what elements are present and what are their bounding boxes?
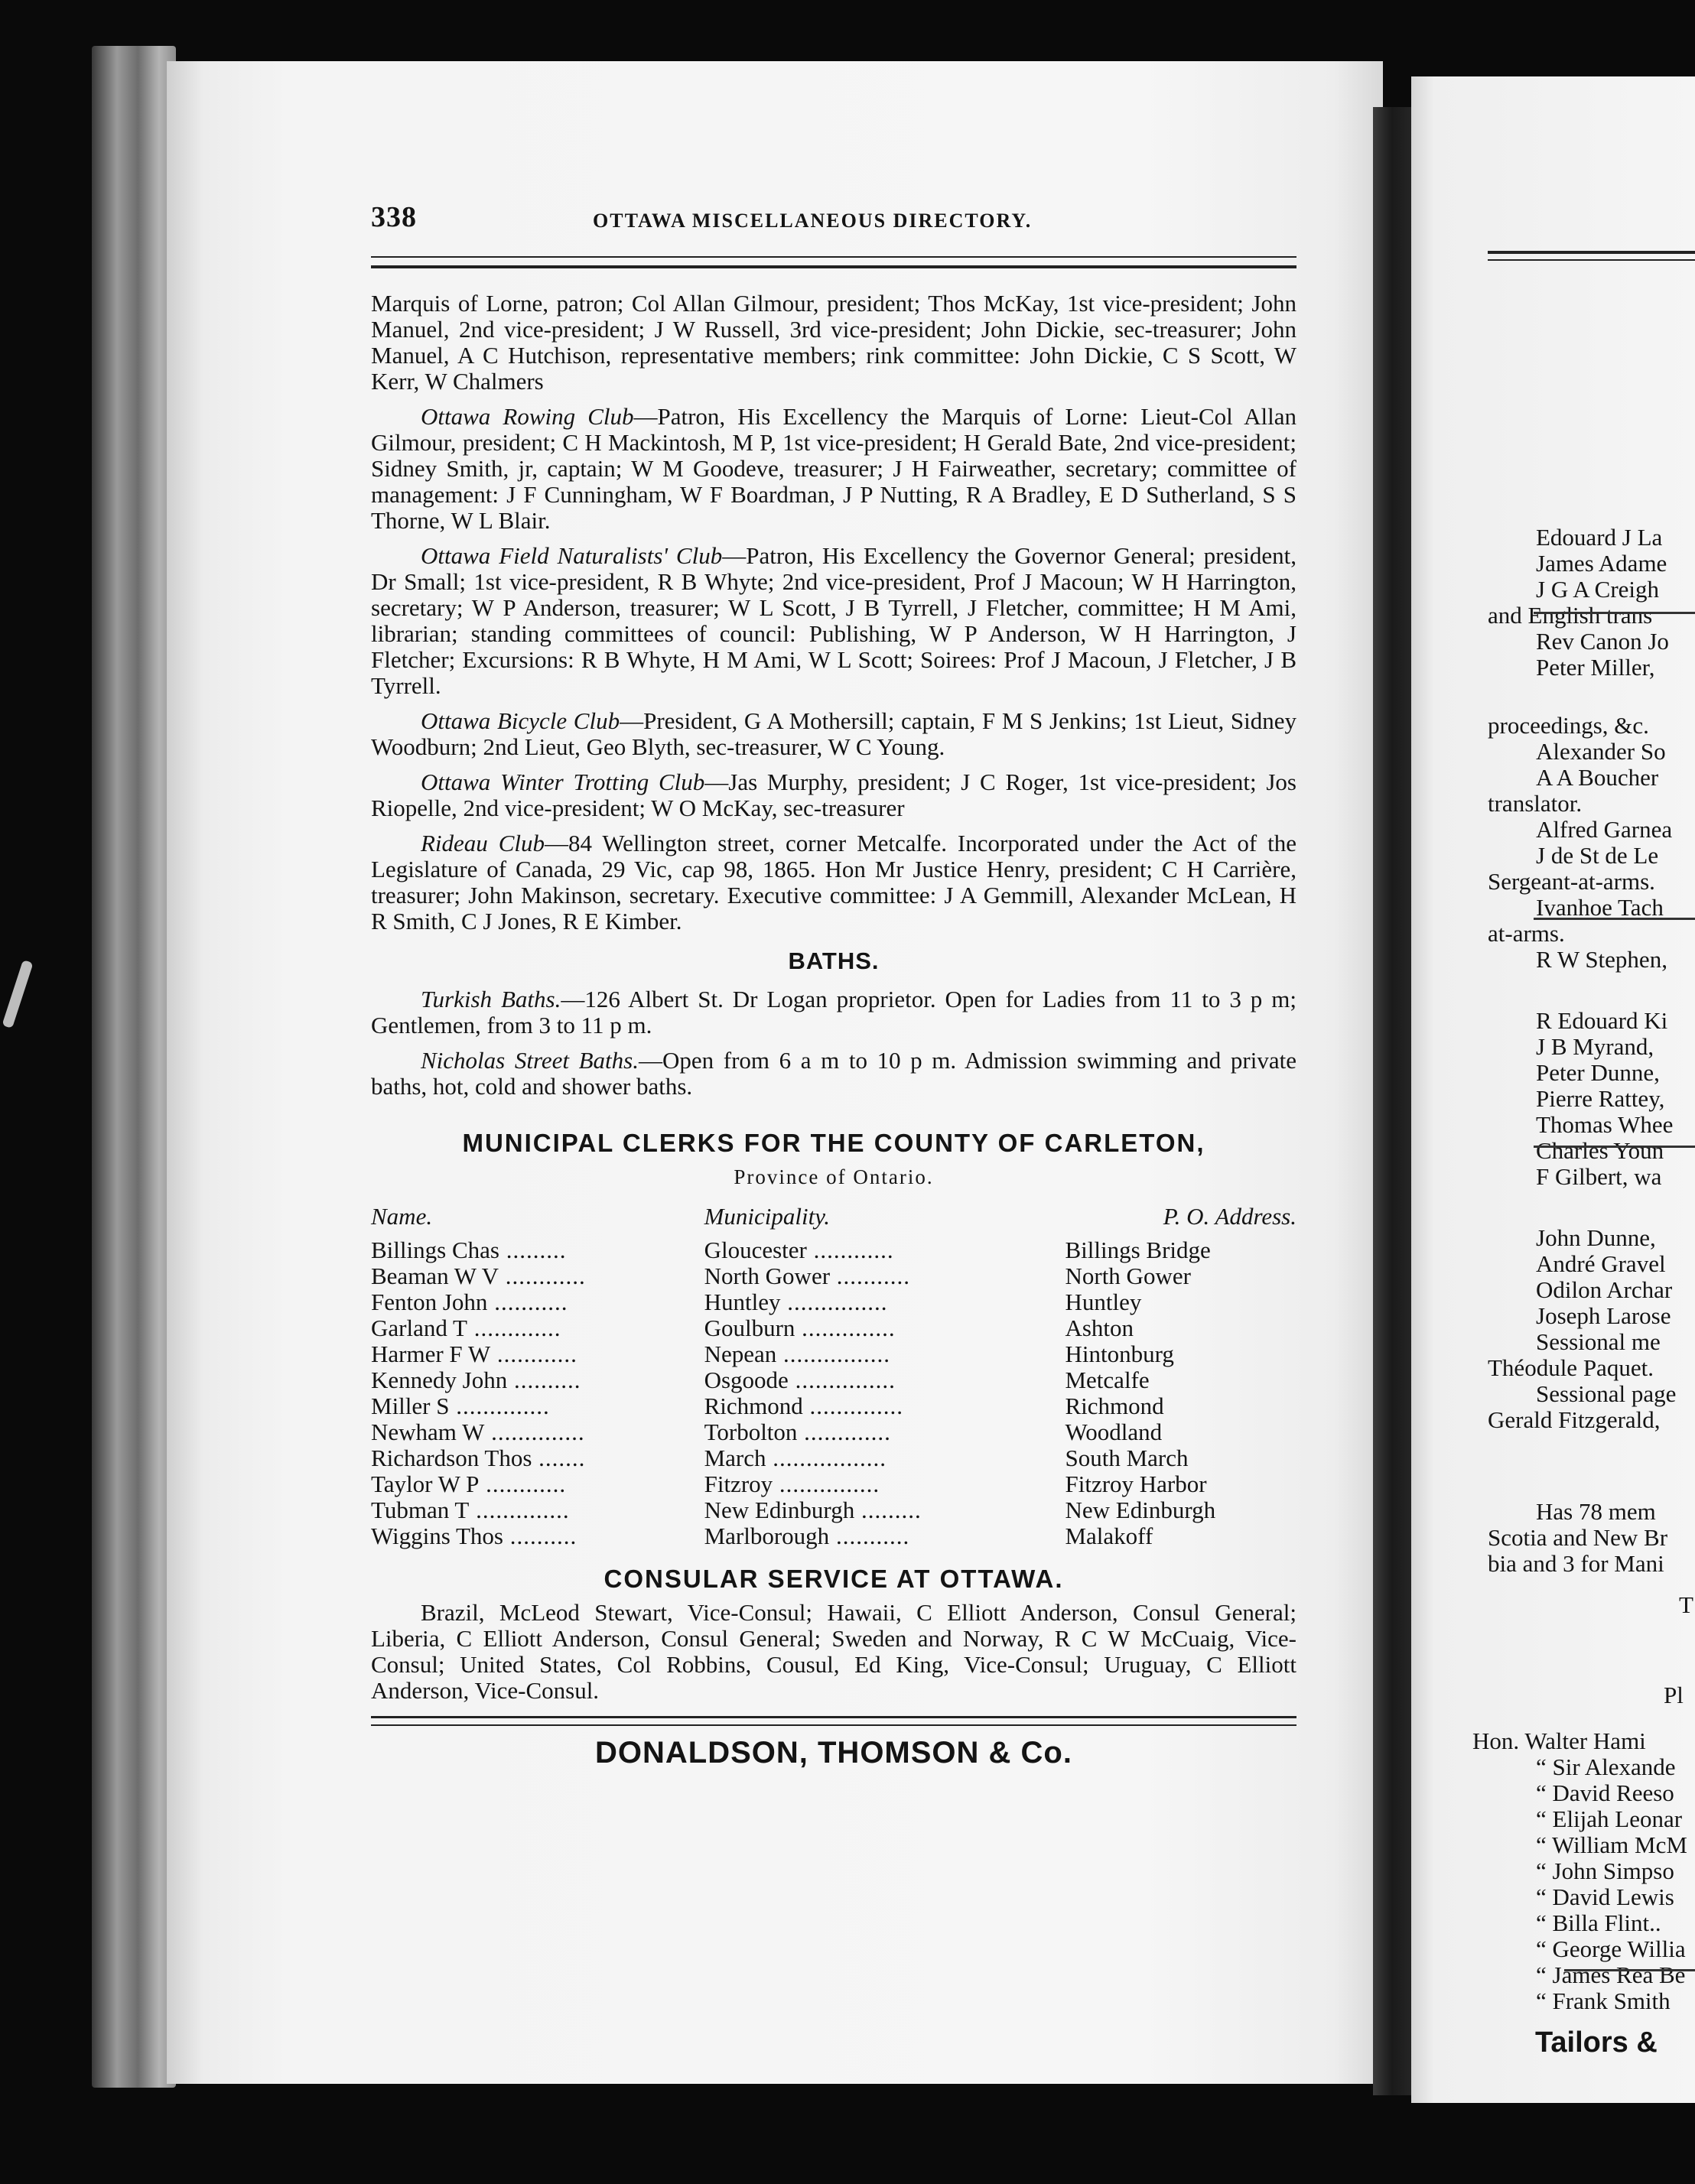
right-page-line: André Gravel — [1536, 1250, 1666, 1277]
book-gutter — [1373, 107, 1415, 2095]
municipality: Torbolton ............. — [704, 1419, 891, 1445]
rideau-club-entry — [371, 830, 1296, 934]
right-page-line: A A Boucher — [1536, 764, 1659, 791]
margin-mark — [2, 960, 33, 1029]
footer-rule — [371, 1716, 1296, 1726]
footer-advert: DONALDSON, THOMSON & Co. — [595, 1736, 1072, 1770]
table-row — [371, 1341, 1296, 1367]
right-page-line: translator. — [1488, 790, 1583, 817]
right-page-line: R Edouard Ki — [1536, 1007, 1668, 1034]
turkish-baths-entry — [371, 986, 1296, 1038]
section-divider — [1534, 1146, 1695, 1148]
po-address: North Gower — [1065, 1263, 1191, 1289]
table-row — [371, 1263, 1296, 1289]
page-number: 338 — [371, 201, 417, 233]
right-page-line: F Gilbert, wa — [1536, 1163, 1662, 1190]
clerk-name: Billings Chas ......... — [371, 1237, 567, 1263]
field-naturalists-club-entry — [371, 543, 1296, 699]
leader-dots: .............. — [802, 1393, 904, 1419]
leader-dots: .............. — [484, 1419, 585, 1445]
municipality: Richmond .............. — [704, 1393, 904, 1419]
leader-dots: ............... — [773, 1471, 880, 1497]
right-page-line: “ Elijah Leonar — [1536, 1805, 1683, 1832]
po-address: Hintonburg — [1065, 1341, 1174, 1367]
municipality: New Edinburgh ......... — [704, 1497, 922, 1523]
po-address: Ashton — [1065, 1315, 1134, 1341]
entry-text: Marquis of Lorne, patron; Col Allan Gilmour, president; Thos McKay, 1st vice-president; John Manuel, 2nd vice-president; J W Russell, 3rd vice-president; John Dickie, sec-treasurer; John Manuel, A C Hutchison, representative members; rink committee: John Dickie, C S Scott, W Kerr, W Chalmers — [371, 290, 1296, 395]
running-title: OTTAWA MISCELLANEOUS DIRECTORY. — [593, 210, 1033, 232]
clerk-name: Richardson Thos ....... — [371, 1445, 586, 1471]
leader-dots: .............. — [449, 1393, 550, 1419]
right-page-line: Sessional page — [1536, 1380, 1677, 1407]
leader-dots: ........... — [829, 1523, 910, 1549]
right-page-line: James Adame — [1536, 550, 1667, 577]
right-page-line: J B Myrand, — [1536, 1033, 1654, 1060]
entry-text: —Open from 6 a m to 10 p m. Admission swimming and private baths, hot, cold and shower baths. — [371, 1047, 1296, 1100]
leader-dots: ............... — [788, 1367, 896, 1393]
clerk-name: Beaman W V ............ — [371, 1263, 586, 1289]
bicycle-club-entry — [371, 708, 1296, 760]
right-page-line: “ George Willia — [1536, 1935, 1686, 1962]
right-page-line: Has 78 mem — [1536, 1498, 1656, 1525]
right-page-line: Scotia and New Br — [1488, 1524, 1668, 1551]
winter-trotting-club-entry — [371, 769, 1296, 821]
baths-heading: BATHS. — [788, 947, 880, 974]
bath-name: Turkish Baths. — [421, 986, 561, 1012]
municipality: Osgoode ............... — [704, 1367, 896, 1393]
municipal-clerks-heading: MUNICIPAL CLERKS FOR THE COUNTY OF CARLETON, — [462, 1129, 1205, 1157]
table-row — [371, 1497, 1296, 1523]
right-page-line: “ David Lewis — [1536, 1883, 1674, 1910]
curling-club-entry — [371, 291, 1296, 395]
clerk-name: Newham W .............. — [371, 1419, 585, 1445]
right-page-line: Hon. Walter Hami — [1472, 1727, 1646, 1754]
po-address: Fitzroy Harbor — [1065, 1471, 1207, 1497]
table-row — [371, 1367, 1296, 1393]
nicholas-street-baths-entry — [371, 1048, 1296, 1100]
table-row — [371, 1237, 1296, 1263]
table-row — [371, 1471, 1296, 1497]
right-page-line: “ David Reeso — [1536, 1779, 1674, 1806]
clerks-table-body — [371, 1237, 1296, 1549]
clerk-name: Wiggins Thos .......... — [371, 1523, 577, 1549]
right-page-line: and English trans — [1488, 602, 1653, 629]
section-divider — [1534, 612, 1695, 614]
municipality: North Gower ........... — [704, 1263, 911, 1289]
table-row — [371, 1315, 1296, 1341]
right-page-line: Peter Miller, — [1536, 654, 1655, 681]
municipal-clerks-table — [371, 1204, 1296, 1549]
club-name: Ottawa Field Naturalists' Club — [421, 542, 723, 569]
right-page-line: bia and 3 for Mani — [1488, 1550, 1664, 1577]
book-page-edges — [92, 46, 176, 2088]
right-page-line: Sessional me — [1536, 1328, 1661, 1355]
bath-name: Nicholas Street Baths. — [421, 1047, 639, 1074]
club-name: Rideau Club — [421, 830, 545, 856]
right-page-line: “ James Rea Be — [1536, 1961, 1686, 1988]
right-page-line: Ivanhoe Tach — [1536, 894, 1664, 921]
right-page-line: Rev Canon Jo — [1536, 628, 1669, 655]
clerk-name: Harmer F W ............ — [371, 1341, 577, 1367]
entry-text: —President, G A Mothersill; captain, F M S Jenkins; 1st Lieut, Sidney Woodburn; 2nd Lieut, Geo Blyth, sec-treasurer, W C Young. — [371, 707, 1297, 760]
table-row — [371, 1289, 1296, 1315]
leader-dots: ............ — [479, 1471, 567, 1497]
entry-text: —Jas Murphy, president; J C Roger, 1st vice-president; Jos Riopelle, 2nd vice-president; W O McKay, sec-treasurer — [371, 769, 1296, 821]
leader-dots: ............ — [499, 1263, 586, 1289]
clerk-name: Fenton John ........... — [371, 1289, 568, 1315]
rowing-club-entry — [371, 404, 1296, 534]
right-page-line: Pierre Rattey, — [1536, 1085, 1665, 1112]
right-page-line: “ John Simpso — [1536, 1857, 1674, 1884]
leader-dots: .......... — [503, 1523, 577, 1549]
right-page-line: T — [1679, 1591, 1693, 1618]
entry-text: —Patron, His Excellency the Marquis of Lorne: Lieut-Col Allan Gilmour, president; C H Mackintosh, M P, 1st vice-president; H Gerald Bate, 2nd vice-president; Sidney Smith, jr, captain; W M Goodeve, treasurer; J H Fairweather, secretary; committee of management: J F Cunningham, W F Boardman, J P Nutting, R A Bradley, E D Sutherland, S S Thorne, W L Blair. — [371, 403, 1296, 534]
right-page-line: John Dunne, — [1536, 1224, 1656, 1251]
leader-dots: ......... — [499, 1237, 567, 1263]
table-row — [371, 1419, 1296, 1445]
section-divider — [1534, 918, 1695, 920]
section-divider — [1564, 1969, 1695, 1971]
leader-dots: ......... — [854, 1497, 922, 1523]
right-page-line: Pl — [1664, 1682, 1684, 1708]
right-page-line: R W Stephen, — [1536, 946, 1667, 973]
po-address: Metcalfe — [1065, 1367, 1150, 1393]
municipality: Goulburn .............. — [704, 1315, 896, 1341]
table-header-row — [371, 1204, 1296, 1237]
right-page — [1411, 76, 1695, 2103]
club-name: Ottawa Bicycle Club — [421, 707, 620, 734]
municipality: March ................. — [704, 1445, 887, 1471]
club-name: Ottawa Rowing Club — [421, 403, 634, 430]
municipality: Huntley ............... — [704, 1289, 888, 1315]
right-page-line: Alfred Garnea — [1536, 816, 1673, 843]
table-row — [371, 1445, 1296, 1471]
clerk-name: Tubman T .............. — [371, 1497, 570, 1523]
leader-dots: ............ — [806, 1237, 894, 1263]
clerk-name: Garland T ............. — [371, 1315, 561, 1341]
po-address: Woodland — [1065, 1419, 1163, 1445]
right-page-line: “ Sir Alexande — [1536, 1753, 1676, 1780]
po-address: Billings Bridge — [1065, 1237, 1211, 1263]
leader-dots: ............. — [467, 1315, 561, 1341]
municipality: Marlborough ........... — [704, 1523, 910, 1549]
municipality: Fitzroy ............... — [704, 1471, 880, 1497]
clerk-name: Taylor W P ............ — [371, 1471, 567, 1497]
header-rule — [371, 256, 1296, 268]
column-header-address: P. O. Address. — [1163, 1203, 1296, 1230]
po-address: Richmond — [1065, 1393, 1164, 1419]
right-page-line: proceedings, &c. — [1488, 712, 1649, 739]
right-page-line: Edouard J La — [1536, 524, 1663, 551]
leader-dots: .............. — [469, 1497, 570, 1523]
leader-dots: ....... — [532, 1445, 586, 1471]
right-page-line: Charles Youn — [1536, 1137, 1664, 1164]
leader-dots: ............ — [490, 1341, 577, 1367]
leader-dots: ........... — [487, 1289, 568, 1315]
consular-service-entry: Brazil, McLeod Stewart, Vice-Consul; Hawaii, C Elliott Anderson, Consul General; Liberia, C Elliott Anderson, Consul General; Sweden and Norway, R C W McCuaig, Vice-Consul; United States, Col Robbins, Cousul, Ed King, Vice-Consul; Uruguay, C Elliott Anderson, Vice-Consul. — [371, 1599, 1296, 1704]
province-subheading: Province of Ontario. — [734, 1165, 934, 1188]
right-page-line: Alexander So — [1536, 738, 1666, 765]
po-address: Huntley — [1065, 1289, 1142, 1315]
entry-text: —126 Albert St. Dr Logan proprietor. Open for Ladies from 11 to 3 p m; Gentlemen, from 3 to 11 p m. — [371, 986, 1296, 1038]
right-page-line: “ Billa Flint.. — [1536, 1909, 1661, 1936]
right-page-line: Odilon Archar — [1536, 1276, 1673, 1303]
column-header-municipality: Municipality. — [704, 1203, 831, 1230]
directory-body — [371, 290, 1297, 1770]
leader-dots: .......... — [507, 1367, 581, 1393]
column-header-name: Name. — [371, 1203, 433, 1230]
leader-dots: ........... — [830, 1263, 911, 1289]
right-page-line: J G A Creigh — [1536, 576, 1660, 603]
club-name: Ottawa Winter Trotting Club — [421, 769, 705, 795]
po-address: Malakoff — [1065, 1523, 1153, 1549]
entry-text: —84 Wellington street, corner Metcalfe. Incorporated under the Act of the Legislature of Canada, 29 Vic, cap 98, 1865. Hon Mr Justice Henry, president; C H Carrière, treasurer; John Makinson, secretary. Executive committee: J A Gemmill, Alexander McLean, H R Smith, C J Jones, R E Kimber. — [371, 830, 1296, 934]
municipality: Gloucester ............ — [704, 1237, 894, 1263]
leader-dots: ................. — [766, 1445, 887, 1471]
clerk-name: Miller S .............. — [371, 1393, 550, 1419]
po-address: New Edinburgh — [1065, 1497, 1216, 1523]
clerk-name: Kennedy John .......... — [371, 1367, 581, 1393]
consular-service-heading: CONSULAR SERVICE AT OTTAWA. — [603, 1565, 1064, 1593]
right-page-line: Sergeant-at-arms. — [1488, 868, 1655, 895]
right-page-line: Peter Dunne, — [1536, 1059, 1660, 1086]
po-address: South March — [1065, 1445, 1189, 1471]
right-page-line: J de St de Le — [1536, 842, 1659, 869]
right-page-header-rule — [1488, 251, 1695, 261]
municipality: Nepean ................ — [704, 1341, 891, 1367]
table-row — [371, 1393, 1296, 1419]
right-page-line: at-arms. — [1488, 920, 1565, 947]
right-page-line: Gerald Fitzgerald, — [1488, 1406, 1661, 1433]
leader-dots: ............. — [797, 1419, 891, 1445]
right-page-line: Théodule Paquet. — [1488, 1354, 1654, 1381]
leader-dots: ................ — [776, 1341, 891, 1367]
table-row — [371, 1523, 1296, 1549]
leader-dots: ............... — [780, 1289, 888, 1315]
entry-text: —Patron, His Excellency the Governor General; president, Dr Small; 1st vice-president, R B Whyte; 2nd vice-president, Prof J Macoun; W H Harrington, secretary; W P Anderson, treasurer; W L Scott, J B Tyrrell, J Fletcher, committee; H M Ami, librarian; standing committees of council: Publishing, W P Anderson, W H Harrington, J Fletcher; Excursions: R B Whyte, H M Ami, W L Scott; Soirees: Prof J Macoun, J Fletcher, J B Tyrrell. — [371, 542, 1296, 699]
right-page-line: “ Frank Smith — [1536, 1987, 1671, 2014]
right-page-line: Thomas Whee — [1536, 1111, 1674, 1138]
right-page-advert: Tailors & — [1535, 2026, 1658, 2059]
right-page-line: Joseph Larose — [1536, 1302, 1671, 1329]
right-page-line: “ William McM — [1536, 1831, 1687, 1858]
leader-dots: .............. — [795, 1315, 896, 1341]
